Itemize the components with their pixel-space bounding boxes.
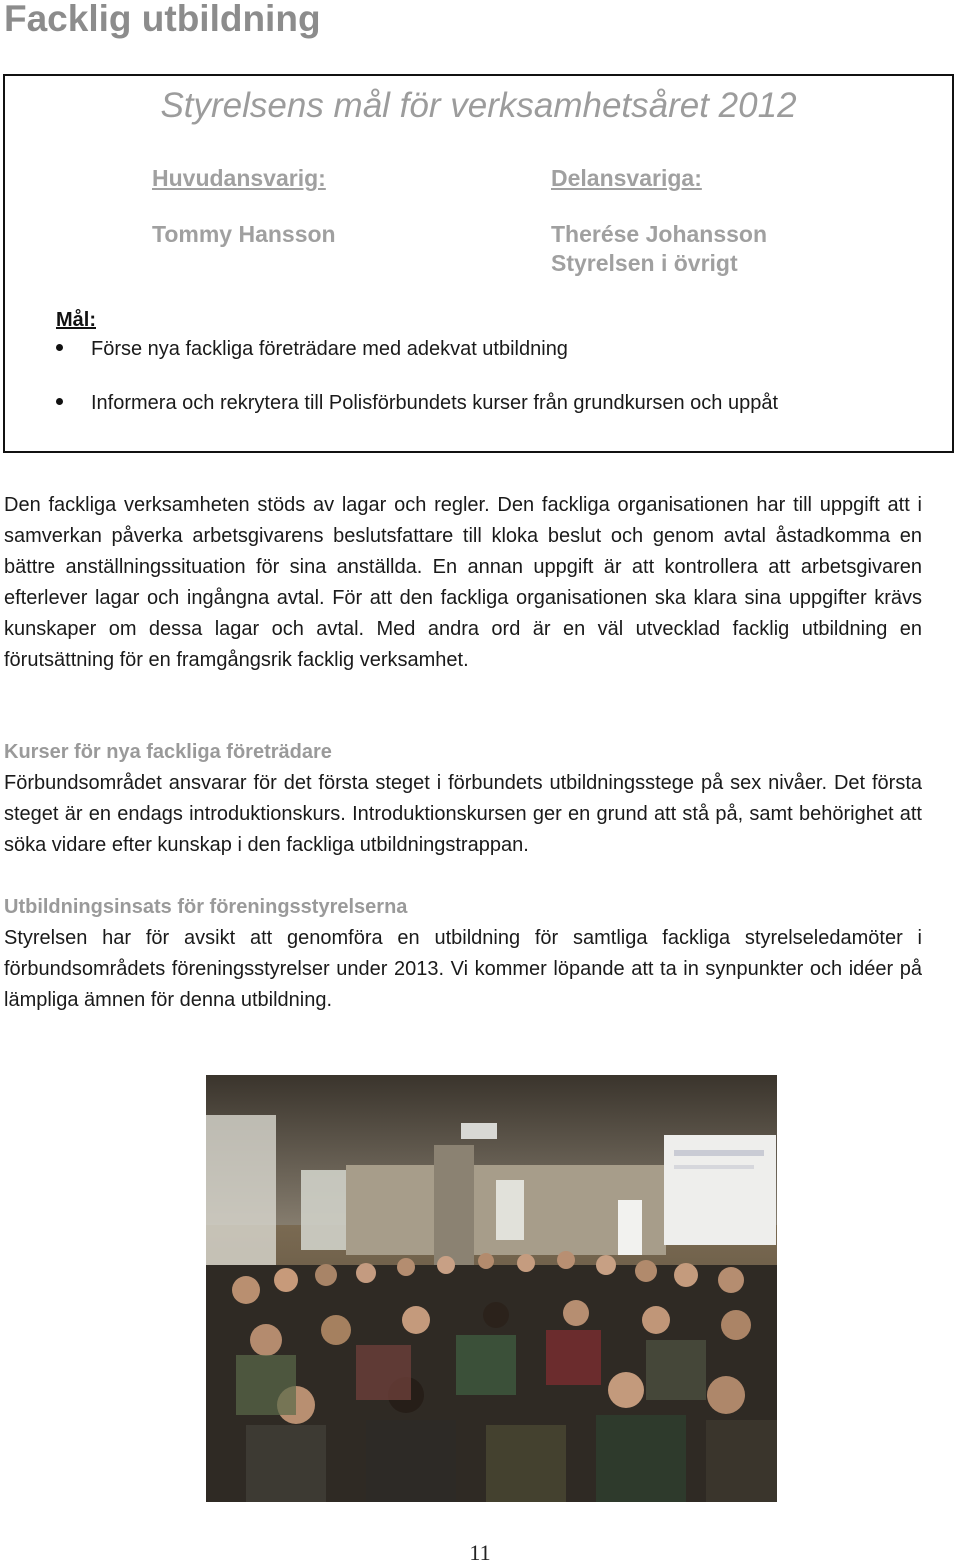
page-number: 11: [469, 1540, 491, 1565]
goal-list-item: [56, 392, 778, 415]
co-responsible-name: Therése Johansson: [551, 221, 768, 247]
section-heading: Kurser för nya fackliga företrädare: [4, 741, 332, 763]
conference-photo: [206, 1075, 777, 1502]
co-responsible-name: Styrelsen i övrigt: [551, 250, 738, 276]
section-paragraph: Förbundsområdet ansvarar för det första steget i förbundets utbildningsstege på sex nivåer. Det första steget är en endags introduktionskurs. Introduktionskursen ger en grund att stå på, samt behörighet att söka vidare efter kunskap i den fackliga utbildningstrappan.: [4, 772, 922, 856]
main-responsible-name: Tommy Hansson: [152, 221, 336, 247]
bullet-icon: [56, 398, 63, 405]
goals-box: [3, 74, 954, 453]
goal-text: Förse nya fackliga företrädare med adekvat utbildning: [91, 338, 568, 360]
goals-box-title: Styrelsens mål för verksamhetsåret 2012: [160, 86, 797, 125]
intro-paragraph: Den fackliga verksamheten stöds av lagar och regler. Den fackliga organisationen har till uppgift att i samverkan påverka arbetsgivarens beslutsfattare till kloka beslut och genom avtal åstadkomma en bättre anställningssituation för sina anställda. En annan uppgift är att kontrollera att arbetsgivaren efterlever lagar och ingångna avtal. För att den fackliga organisationen ska klara sina uppgifter krävs kunskaper om dessa lagar och avtal. Med andra ord är en väl utvecklad facklig utbildning en förutsättning för en framgångsrik facklig verksamhet.: [4, 494, 922, 671]
bullet-icon: [56, 344, 63, 351]
co-responsible-label: Delansvariga:: [551, 165, 702, 191]
goal-text: Informera och rekrytera till Polisförbundets kurser från grundkursen och uppåt: [91, 392, 779, 414]
section-heading: Utbildningsinsats för föreningsstyrelserna: [4, 896, 408, 918]
main-responsible-label: Huvudansvarig:: [152, 165, 326, 191]
goal-list-item: [56, 338, 568, 361]
page-title: Facklig utbildning: [4, 0, 321, 39]
goals-label: Mål:: [56, 309, 96, 331]
section-paragraph: Styrelsen har för avsikt att genomföra en utbildning för samtliga fackliga styrelseledamöter i förbundsområdets föreningsstyrelser under 2013. Vi kommer löpande att ta in synpunkter och idéer på lämpliga ämnen för denna utbildning.: [4, 927, 922, 1011]
conference-photo-illustration: [206, 1075, 777, 1502]
